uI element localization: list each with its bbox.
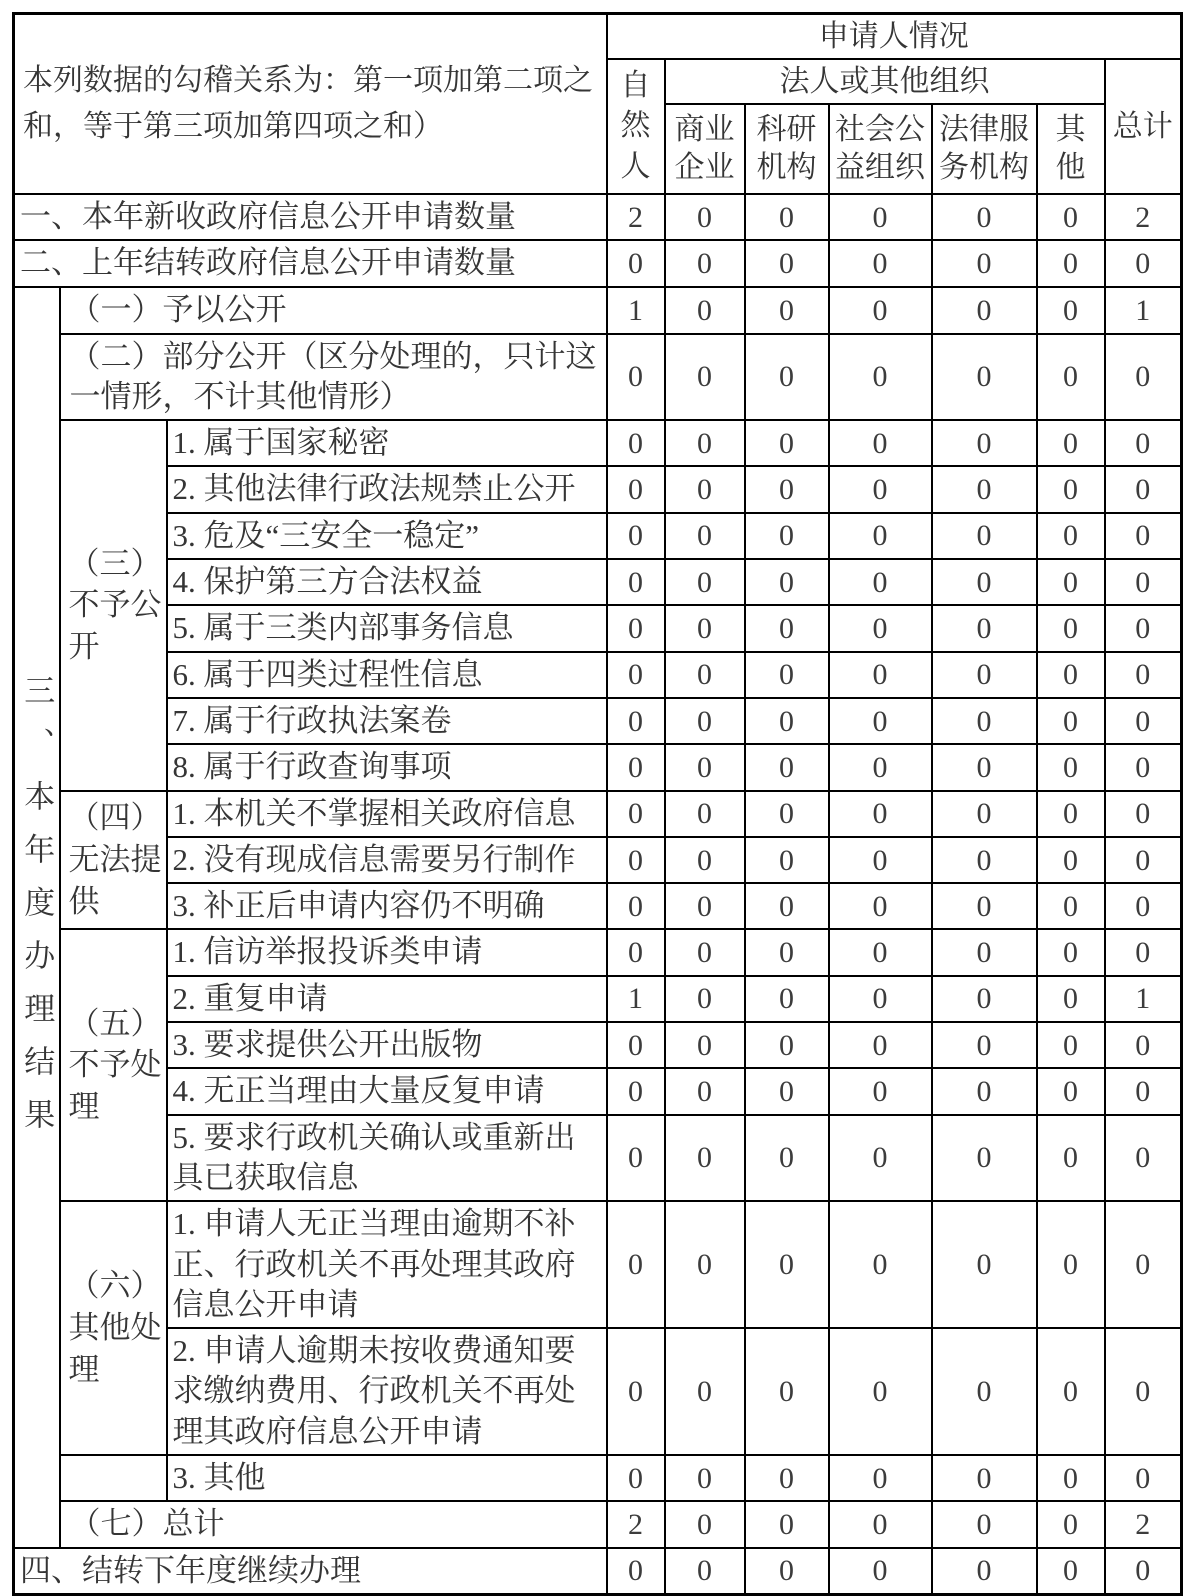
group-b-cell: [60, 791, 167, 930]
value-cell: 0: [665, 698, 745, 744]
value-cell: 0: [607, 883, 665, 929]
value-cell: 0: [932, 466, 1037, 512]
row-label-cell: 3. 要求提供公开出版物: [167, 1022, 607, 1068]
value-cell: 0: [829, 744, 932, 790]
value-cell: 0: [745, 791, 829, 837]
value-cell: 1: [1105, 976, 1182, 1022]
value-cell: 0: [745, 1115, 829, 1202]
value-cell: 0: [1105, 559, 1182, 605]
value-cell: 0: [745, 194, 829, 240]
header-org-type-business: [665, 104, 745, 194]
value-cell: 0: [932, 1548, 1037, 1595]
value-cell: 0: [1105, 698, 1182, 744]
value-cell: 0: [665, 1201, 745, 1328]
row-label-cell: 2. 其他法律行政法规禁止公开: [167, 466, 607, 512]
table-row: [14, 1115, 1182, 1202]
value-cell: 0: [829, 976, 932, 1022]
value-cell: 1: [1105, 287, 1182, 334]
row-label-cell: 3. 危及“三安全一稳定”: [167, 513, 607, 559]
value-cell: 0: [607, 698, 665, 744]
value-cell: 0: [1037, 744, 1105, 790]
value-cell: 0: [932, 837, 1037, 883]
value-cell: 2: [1105, 194, 1182, 240]
value-cell: 2: [1105, 1501, 1182, 1547]
table-row: [14, 1501, 1182, 1547]
row-label-cell: 5. 要求行政机关确认或重新出具已获取信息: [167, 1115, 607, 1202]
table-row: [14, 652, 1182, 698]
value-cell: 1: [607, 287, 665, 334]
value-cell: 0: [1037, 194, 1105, 240]
table-body: [14, 194, 1182, 1595]
value-cell: 0: [1037, 1548, 1105, 1595]
value-cell: 0: [932, 420, 1037, 466]
table-row: [14, 976, 1182, 1022]
value-cell: 0: [1105, 1328, 1182, 1455]
value-cell: 0: [1037, 466, 1105, 512]
value-cell: 0: [665, 194, 745, 240]
value-cell: 0: [607, 652, 665, 698]
corner-note-cell: 本列数据的勾稽关系为：第一项加第二项之和，等于第三项加第四项之和）: [14, 14, 607, 195]
disclosure-statistics-table: [12, 12, 1183, 1596]
header-org-type-label: 科研机构: [756, 113, 817, 184]
row-label-cell: （七）总计: [60, 1501, 607, 1547]
header-applicant-status: 申请人情况: [607, 14, 1182, 60]
value-cell: 0: [1105, 1068, 1182, 1114]
value-cell: 0: [607, 1328, 665, 1455]
value-cell: 0: [665, 929, 745, 975]
value-cell: 0: [665, 1548, 745, 1595]
value-cell: 0: [607, 240, 665, 286]
value-cell: 0: [607, 744, 665, 790]
row-label-cell: 5. 属于三类内部事务信息: [167, 605, 607, 651]
value-cell: 0: [829, 652, 932, 698]
header-org-type-label: 社会公益组织: [835, 113, 926, 184]
header-org-type-label: 其他: [1055, 113, 1086, 184]
header-row-1: [14, 14, 1182, 60]
value-cell: 0: [1105, 240, 1182, 286]
table-row: [14, 1455, 1182, 1501]
value-cell: 0: [1037, 883, 1105, 929]
value-cell: 0: [932, 652, 1037, 698]
value-cell: 0: [1037, 240, 1105, 286]
value-cell: 0: [745, 1501, 829, 1547]
table-row: [14, 240, 1182, 286]
row-label-cell: 2. 申请人逾期未按收费通知要求缴纳费用、行政机关不再处理其政府信息公开申请: [167, 1328, 607, 1455]
value-cell: 0: [932, 194, 1037, 240]
table-row: [14, 1022, 1182, 1068]
value-cell: 0: [1037, 1328, 1105, 1455]
value-cell: 0: [665, 1022, 745, 1068]
group-b-empty-cell: [60, 1455, 167, 1501]
value-cell: 2: [607, 194, 665, 240]
table-row: [14, 791, 1182, 837]
value-cell: 0: [829, 287, 932, 334]
value-cell: 0: [745, 1455, 829, 1501]
value-cell: 0: [932, 744, 1037, 790]
value-cell: 0: [607, 605, 665, 651]
value-cell: 1: [607, 976, 665, 1022]
value-cell: 0: [1105, 652, 1182, 698]
row-label-cell: 3. 补正后申请内容仍不明确: [167, 883, 607, 929]
value-cell: 0: [665, 1455, 745, 1501]
value-cell: 0: [829, 1455, 932, 1501]
value-cell: 0: [932, 1115, 1037, 1202]
value-cell: 0: [745, 883, 829, 929]
group-a-cell: [14, 287, 60, 1548]
value-cell: 0: [665, 652, 745, 698]
value-cell: 0: [932, 1068, 1037, 1114]
table-row: [14, 1548, 1182, 1595]
value-cell: 0: [932, 929, 1037, 975]
group-b-label: （四）无法提供: [68, 800, 162, 919]
value-cell: 0: [1105, 883, 1182, 929]
value-cell: 0: [932, 559, 1037, 605]
header-org-type-label: 商业企业: [674, 113, 735, 184]
value-cell: 0: [1037, 1501, 1105, 1547]
value-cell: 0: [829, 334, 932, 421]
table-row: [14, 837, 1182, 883]
value-cell: 0: [745, 744, 829, 790]
value-cell: 0: [932, 605, 1037, 651]
value-cell: 0: [829, 1501, 932, 1547]
value-cell: 0: [745, 1201, 829, 1328]
value-cell: 0: [745, 1548, 829, 1595]
row-label-cell: 1. 申请人无正当理由逾期不补正、行政机关不再处理其政府信息公开申请: [167, 1201, 607, 1328]
header-natural-person: [607, 59, 665, 194]
value-cell: 0: [1105, 334, 1182, 421]
value-cell: 0: [745, 1068, 829, 1114]
table-row: [14, 929, 1182, 975]
value-cell: 0: [1037, 698, 1105, 744]
row-label-cell: 四、结转下年度继续办理: [14, 1548, 607, 1595]
value-cell: 0: [932, 240, 1037, 286]
table-row: [14, 420, 1182, 466]
row-label-cell: （一）予以公开: [60, 287, 607, 334]
value-cell: 0: [1037, 929, 1105, 975]
group-a-label: 三、本年度办理结果: [19, 673, 55, 1151]
value-cell: 0: [665, 513, 745, 559]
table-row: [14, 194, 1182, 240]
value-cell: 0: [665, 420, 745, 466]
header-total: 总计: [1105, 59, 1182, 194]
value-cell: 0: [932, 1501, 1037, 1547]
value-cell: 0: [829, 513, 932, 559]
value-cell: 0: [1037, 1115, 1105, 1202]
value-cell: 0: [665, 883, 745, 929]
value-cell: 0: [665, 976, 745, 1022]
row-label-cell: 4. 无正当理由大量反复申请: [167, 1068, 607, 1114]
value-cell: 0: [829, 1068, 932, 1114]
row-label-cell: 2. 重复申请: [167, 976, 607, 1022]
value-cell: 0: [745, 513, 829, 559]
value-cell: 0: [829, 791, 932, 837]
row-label-cell: 2. 没有现成信息需要另行制作: [167, 837, 607, 883]
value-cell: 0: [932, 976, 1037, 1022]
value-cell: 0: [745, 466, 829, 512]
value-cell: 0: [932, 698, 1037, 744]
value-cell: 0: [829, 1201, 932, 1328]
group-b-cell: [60, 929, 167, 1201]
value-cell: 0: [745, 334, 829, 421]
value-cell: 0: [1037, 287, 1105, 334]
value-cell: 0: [829, 1115, 932, 1202]
value-cell: 0: [1105, 605, 1182, 651]
value-cell: 0: [1037, 513, 1105, 559]
value-cell: 0: [745, 837, 829, 883]
table-row: [14, 1201, 1182, 1328]
value-cell: 0: [932, 883, 1037, 929]
value-cell: 0: [607, 791, 665, 837]
value-cell: 0: [1105, 837, 1182, 883]
value-cell: 0: [829, 1022, 932, 1068]
value-cell: 0: [829, 466, 932, 512]
value-cell: 0: [607, 837, 665, 883]
value-cell: 0: [607, 1022, 665, 1068]
value-cell: 0: [745, 240, 829, 286]
value-cell: 0: [665, 791, 745, 837]
value-cell: 0: [1037, 652, 1105, 698]
group-b-cell: [60, 1201, 167, 1455]
value-cell: 0: [829, 194, 932, 240]
value-cell: 0: [665, 605, 745, 651]
value-cell: 0: [607, 1068, 665, 1114]
value-cell: 0: [1105, 1548, 1182, 1595]
table-row: [14, 466, 1182, 512]
group-b-label: （六）其他处理: [68, 1268, 162, 1388]
value-cell: 0: [1105, 791, 1182, 837]
header-org-type-public-welfare: [829, 104, 932, 194]
value-cell: 0: [932, 513, 1037, 559]
value-cell: 0: [665, 466, 745, 512]
row-label-cell: 1. 本机关不掌握相关政府信息: [167, 791, 607, 837]
value-cell: 0: [932, 1328, 1037, 1455]
group-b-cell: [60, 420, 167, 790]
table-row: [14, 559, 1182, 605]
value-cell: 0: [745, 1022, 829, 1068]
value-cell: 0: [665, 240, 745, 286]
value-cell: 0: [1105, 1201, 1182, 1328]
value-cell: 0: [932, 1022, 1037, 1068]
table-row: [14, 334, 1182, 421]
value-cell: 0: [829, 420, 932, 466]
value-cell: 0: [665, 1068, 745, 1114]
value-cell: 0: [607, 513, 665, 559]
table-row: [14, 513, 1182, 559]
header-legal-org: 法人或其他组织: [665, 59, 1105, 104]
row-label-cell: 4. 保护第三方合法权益: [167, 559, 607, 605]
value-cell: 0: [745, 420, 829, 466]
value-cell: 0: [1105, 466, 1182, 512]
value-cell: 0: [607, 1548, 665, 1595]
value-cell: 0: [1037, 334, 1105, 421]
value-cell: 0: [607, 1455, 665, 1501]
value-cell: 0: [665, 744, 745, 790]
value-cell: 0: [1105, 929, 1182, 975]
value-cell: 0: [745, 698, 829, 744]
table-header: [14, 14, 1182, 195]
value-cell: 0: [665, 1328, 745, 1455]
value-cell: 0: [607, 929, 665, 975]
value-cell: 0: [829, 240, 932, 286]
table-row: [14, 605, 1182, 651]
value-cell: 0: [745, 929, 829, 975]
header-org-type-label: 法律服务机构: [939, 113, 1030, 184]
value-cell: 2: [607, 1501, 665, 1547]
header-org-type-other: [1037, 104, 1105, 194]
value-cell: 0: [1037, 420, 1105, 466]
value-cell: 0: [932, 287, 1037, 334]
value-cell: 0: [829, 559, 932, 605]
value-cell: 0: [607, 420, 665, 466]
header-org-type-research: [745, 104, 829, 194]
value-cell: 0: [607, 466, 665, 512]
group-b-label: （三）不予公开: [68, 545, 162, 665]
table-row: [14, 1328, 1182, 1455]
value-cell: 0: [932, 791, 1037, 837]
group-b-label: （五）不予处理: [68, 1005, 162, 1125]
value-cell: 0: [665, 1501, 745, 1547]
value-cell: 0: [1037, 1201, 1105, 1328]
table-row: [14, 698, 1182, 744]
value-cell: 0: [1037, 1068, 1105, 1114]
header-org-type-legal-service: [932, 104, 1037, 194]
value-cell: 0: [829, 605, 932, 651]
row-label-cell: 7. 属于行政执法案卷: [167, 698, 607, 744]
value-cell: 0: [745, 652, 829, 698]
row-label-cell: 1. 属于国家秘密: [167, 420, 607, 466]
table-row: [14, 744, 1182, 790]
value-cell: 0: [829, 698, 932, 744]
value-cell: 0: [1105, 744, 1182, 790]
value-cell: 0: [607, 559, 665, 605]
value-cell: 0: [745, 287, 829, 334]
value-cell: 0: [1105, 513, 1182, 559]
row-label-cell: 一、本年新收政府信息公开申请数量: [14, 194, 607, 240]
value-cell: 0: [745, 1328, 829, 1455]
value-cell: 0: [607, 1115, 665, 1202]
value-cell: 0: [1105, 1115, 1182, 1202]
value-cell: 0: [1037, 559, 1105, 605]
value-cell: 0: [829, 1328, 932, 1455]
value-cell: 0: [829, 1548, 932, 1595]
value-cell: 0: [665, 1115, 745, 1202]
value-cell: 0: [829, 883, 932, 929]
value-cell: 0: [1037, 791, 1105, 837]
row-label-cell: （二）部分公开（区分处理的，只计这一情形，不计其他情形）: [60, 334, 607, 421]
header-natural-person-label: 自然人: [620, 68, 651, 183]
row-label-cell: 6. 属于四类过程性信息: [167, 652, 607, 698]
row-label-cell: 8. 属于行政查询事项: [167, 744, 607, 790]
table-row: [14, 287, 1182, 334]
value-cell: 0: [829, 929, 932, 975]
value-cell: 0: [1037, 1455, 1105, 1501]
value-cell: 0: [1037, 976, 1105, 1022]
value-cell: 0: [1037, 605, 1105, 651]
value-cell: 0: [829, 837, 932, 883]
value-cell: 0: [745, 976, 829, 1022]
value-cell: 0: [1105, 1022, 1182, 1068]
row-label-cell: 二、上年结转政府信息公开申请数量: [14, 240, 607, 286]
value-cell: 0: [1037, 1022, 1105, 1068]
value-cell: 0: [665, 559, 745, 605]
value-cell: 0: [665, 287, 745, 334]
value-cell: 0: [607, 1201, 665, 1328]
value-cell: 0: [665, 334, 745, 421]
value-cell: 0: [932, 1455, 1037, 1501]
value-cell: 0: [932, 1201, 1037, 1328]
value-cell: 0: [607, 334, 665, 421]
value-cell: 0: [745, 605, 829, 651]
value-cell: 0: [1105, 420, 1182, 466]
table-row: [14, 883, 1182, 929]
value-cell: 0: [745, 559, 829, 605]
row-label-cell: 3. 其他: [167, 1455, 607, 1501]
value-cell: 0: [1105, 1455, 1182, 1501]
table-row: [14, 1068, 1182, 1114]
value-cell: 0: [932, 334, 1037, 421]
row-label-cell: 1. 信访举报投诉类申请: [167, 929, 607, 975]
value-cell: 0: [1037, 837, 1105, 883]
value-cell: 0: [665, 837, 745, 883]
